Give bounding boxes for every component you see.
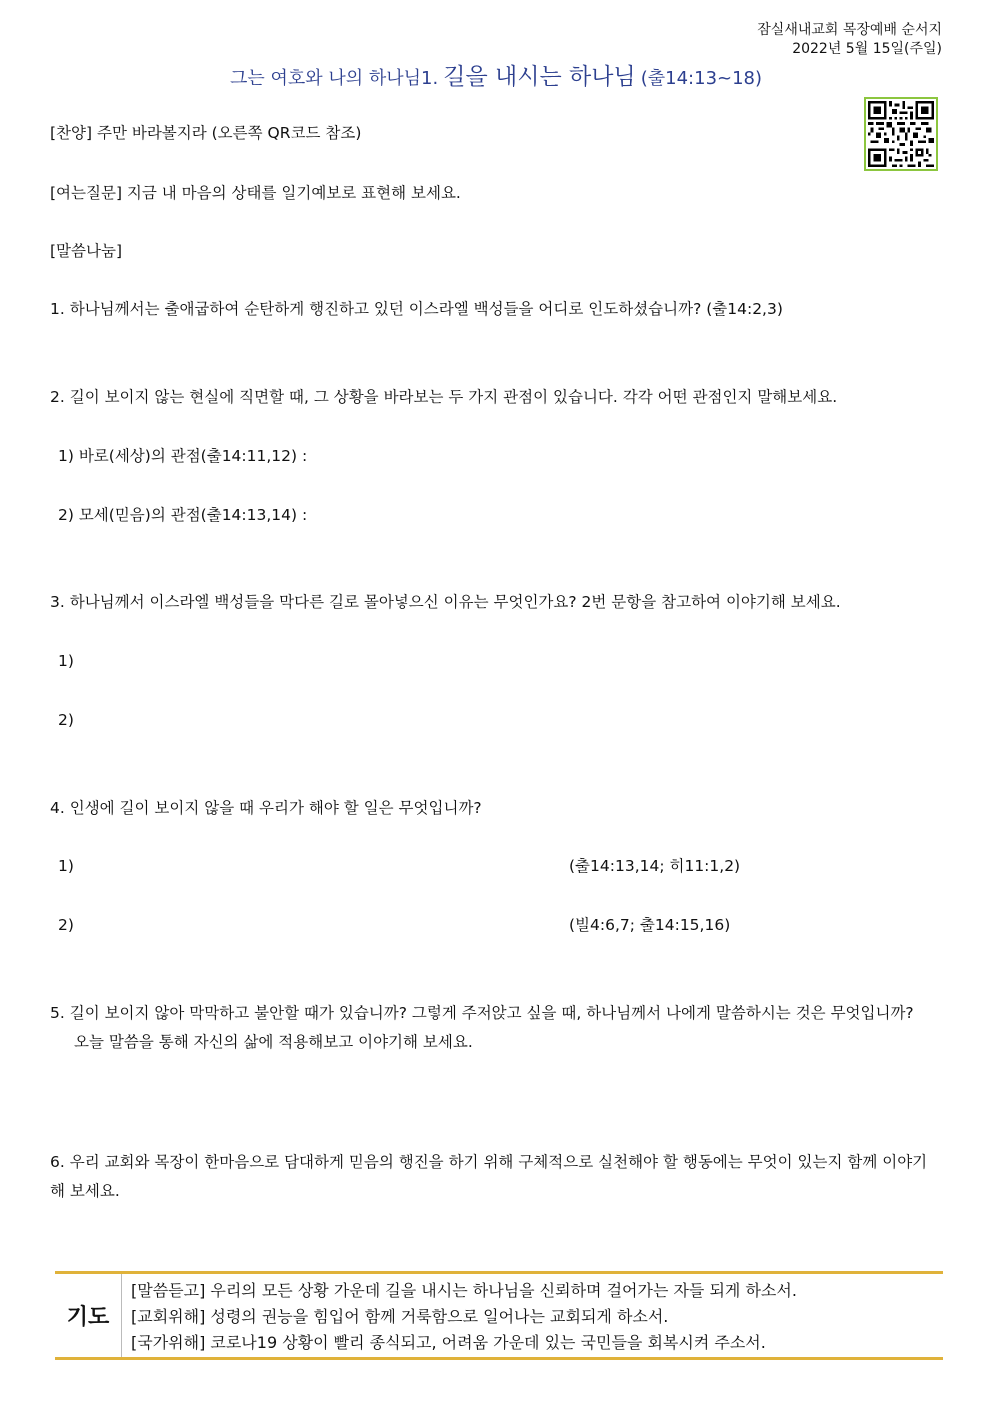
question-4-item-2: 2) [58, 916, 74, 934]
prayer-label: 기도 [55, 1274, 122, 1357]
question-4: 4. 인생에 길이 보이지 않을 때 우리가 해야 할 일은 무엇입니까? [50, 799, 482, 817]
prayer-item: [말씀듣고] 우리의 모든 상황 가운데 길을 내시는 하나님을 신뢰하며 걸어가는 자들 되게 하소서. [131, 1281, 797, 1300]
question-5-continued: 오늘 말씀을 통해 자신의 삶에 적용해보고 이야기해 보세요. [74, 1033, 473, 1051]
question-2: 2. 길이 보이지 않는 현실에 직면할 때, 그 상황을 바라보는 두 가지 관점이 있습니다. 각각 어떤 관점인지 말해보세요. [50, 388, 838, 406]
question-1: 1. 하나님께서는 출애굽하여 순탄하게 행진하고 있던 이스라엘 백성들을 어디로 인도하셨습니까? (출14:2,3) [50, 300, 783, 318]
question-4-item-1-reference: (출14:13,14; 히11:1,2) [569, 857, 741, 875]
prayer-items [131, 1278, 797, 1356]
question-5: 5. 길이 보이지 않아 막막하고 불안할 때가 있습니까? 그렇게 주저앉고 싶을 때, 하나님께서 나에게 말씀하시는 것은 무엇입니까? [50, 1004, 914, 1022]
question-6: 6. 우리 교회와 목장이 한마음으로 담대하게 믿음의 행진을 하기 위해 구체적으로 실천해야 할 행동에는 무엇이 있는지 함께 이야기 해 보세요. [50, 1153, 928, 1200]
question-3-item-2: 2) [58, 711, 74, 729]
series-title: 그는 여호와 나의 하나님1. [229, 68, 439, 89]
question-2-item-2: 2) 모세(믿음)의 관점(출14:13,14) : [58, 506, 308, 524]
qr-code-icon [868, 101, 934, 167]
prayer-item: [교회위해] 성령의 권능을 힘입어 함께 거룩함으로 일어나는 교회되게 하소서. [131, 1307, 669, 1326]
church-name: 잠실새내교회 목장예배 순서지 [757, 22, 942, 38]
praise-section: [찬양] 주만 바라볼지라 (오른쪽 QR코드 참조) [50, 124, 362, 142]
question-4-item-1: 1) [58, 857, 74, 875]
main-title: 길을 내시는 하나님 [443, 64, 636, 90]
question-2-item-1: 1) 바로(세상)의 관점(출14:11,12) : [58, 447, 308, 465]
question-3: 3. 하나님께서 이스라엘 백성들을 막다른 길로 몰아넣으신 이유는 무엇인가요? 2번 문항을 참고하여 이야기해 보세요. [50, 593, 841, 611]
question-3-item-1: 1) [58, 652, 74, 670]
prayer-box [55, 1271, 943, 1360]
service-date: 2022년 5월 15일(주일) [792, 41, 942, 57]
qr-code[interactable] [864, 97, 938, 171]
prayer-item: [국가위해] 코로나19 상황이 빨리 종식되고, 어려움 가운데 있는 국민들을 회복시켜 주소서. [131, 1333, 766, 1352]
word-sharing-heading: [말씀나눔] [50, 242, 122, 260]
question-4-item-2-reference: (빌4:6,7; 출14:15,16) [569, 916, 731, 934]
scripture-reference: (출14:13~18) [640, 68, 763, 89]
opening-question: [여는질문] 지금 내 마음의 상태를 일기예보로 표현해 보세요. [50, 184, 461, 202]
sermon-title [0, 58, 992, 91]
